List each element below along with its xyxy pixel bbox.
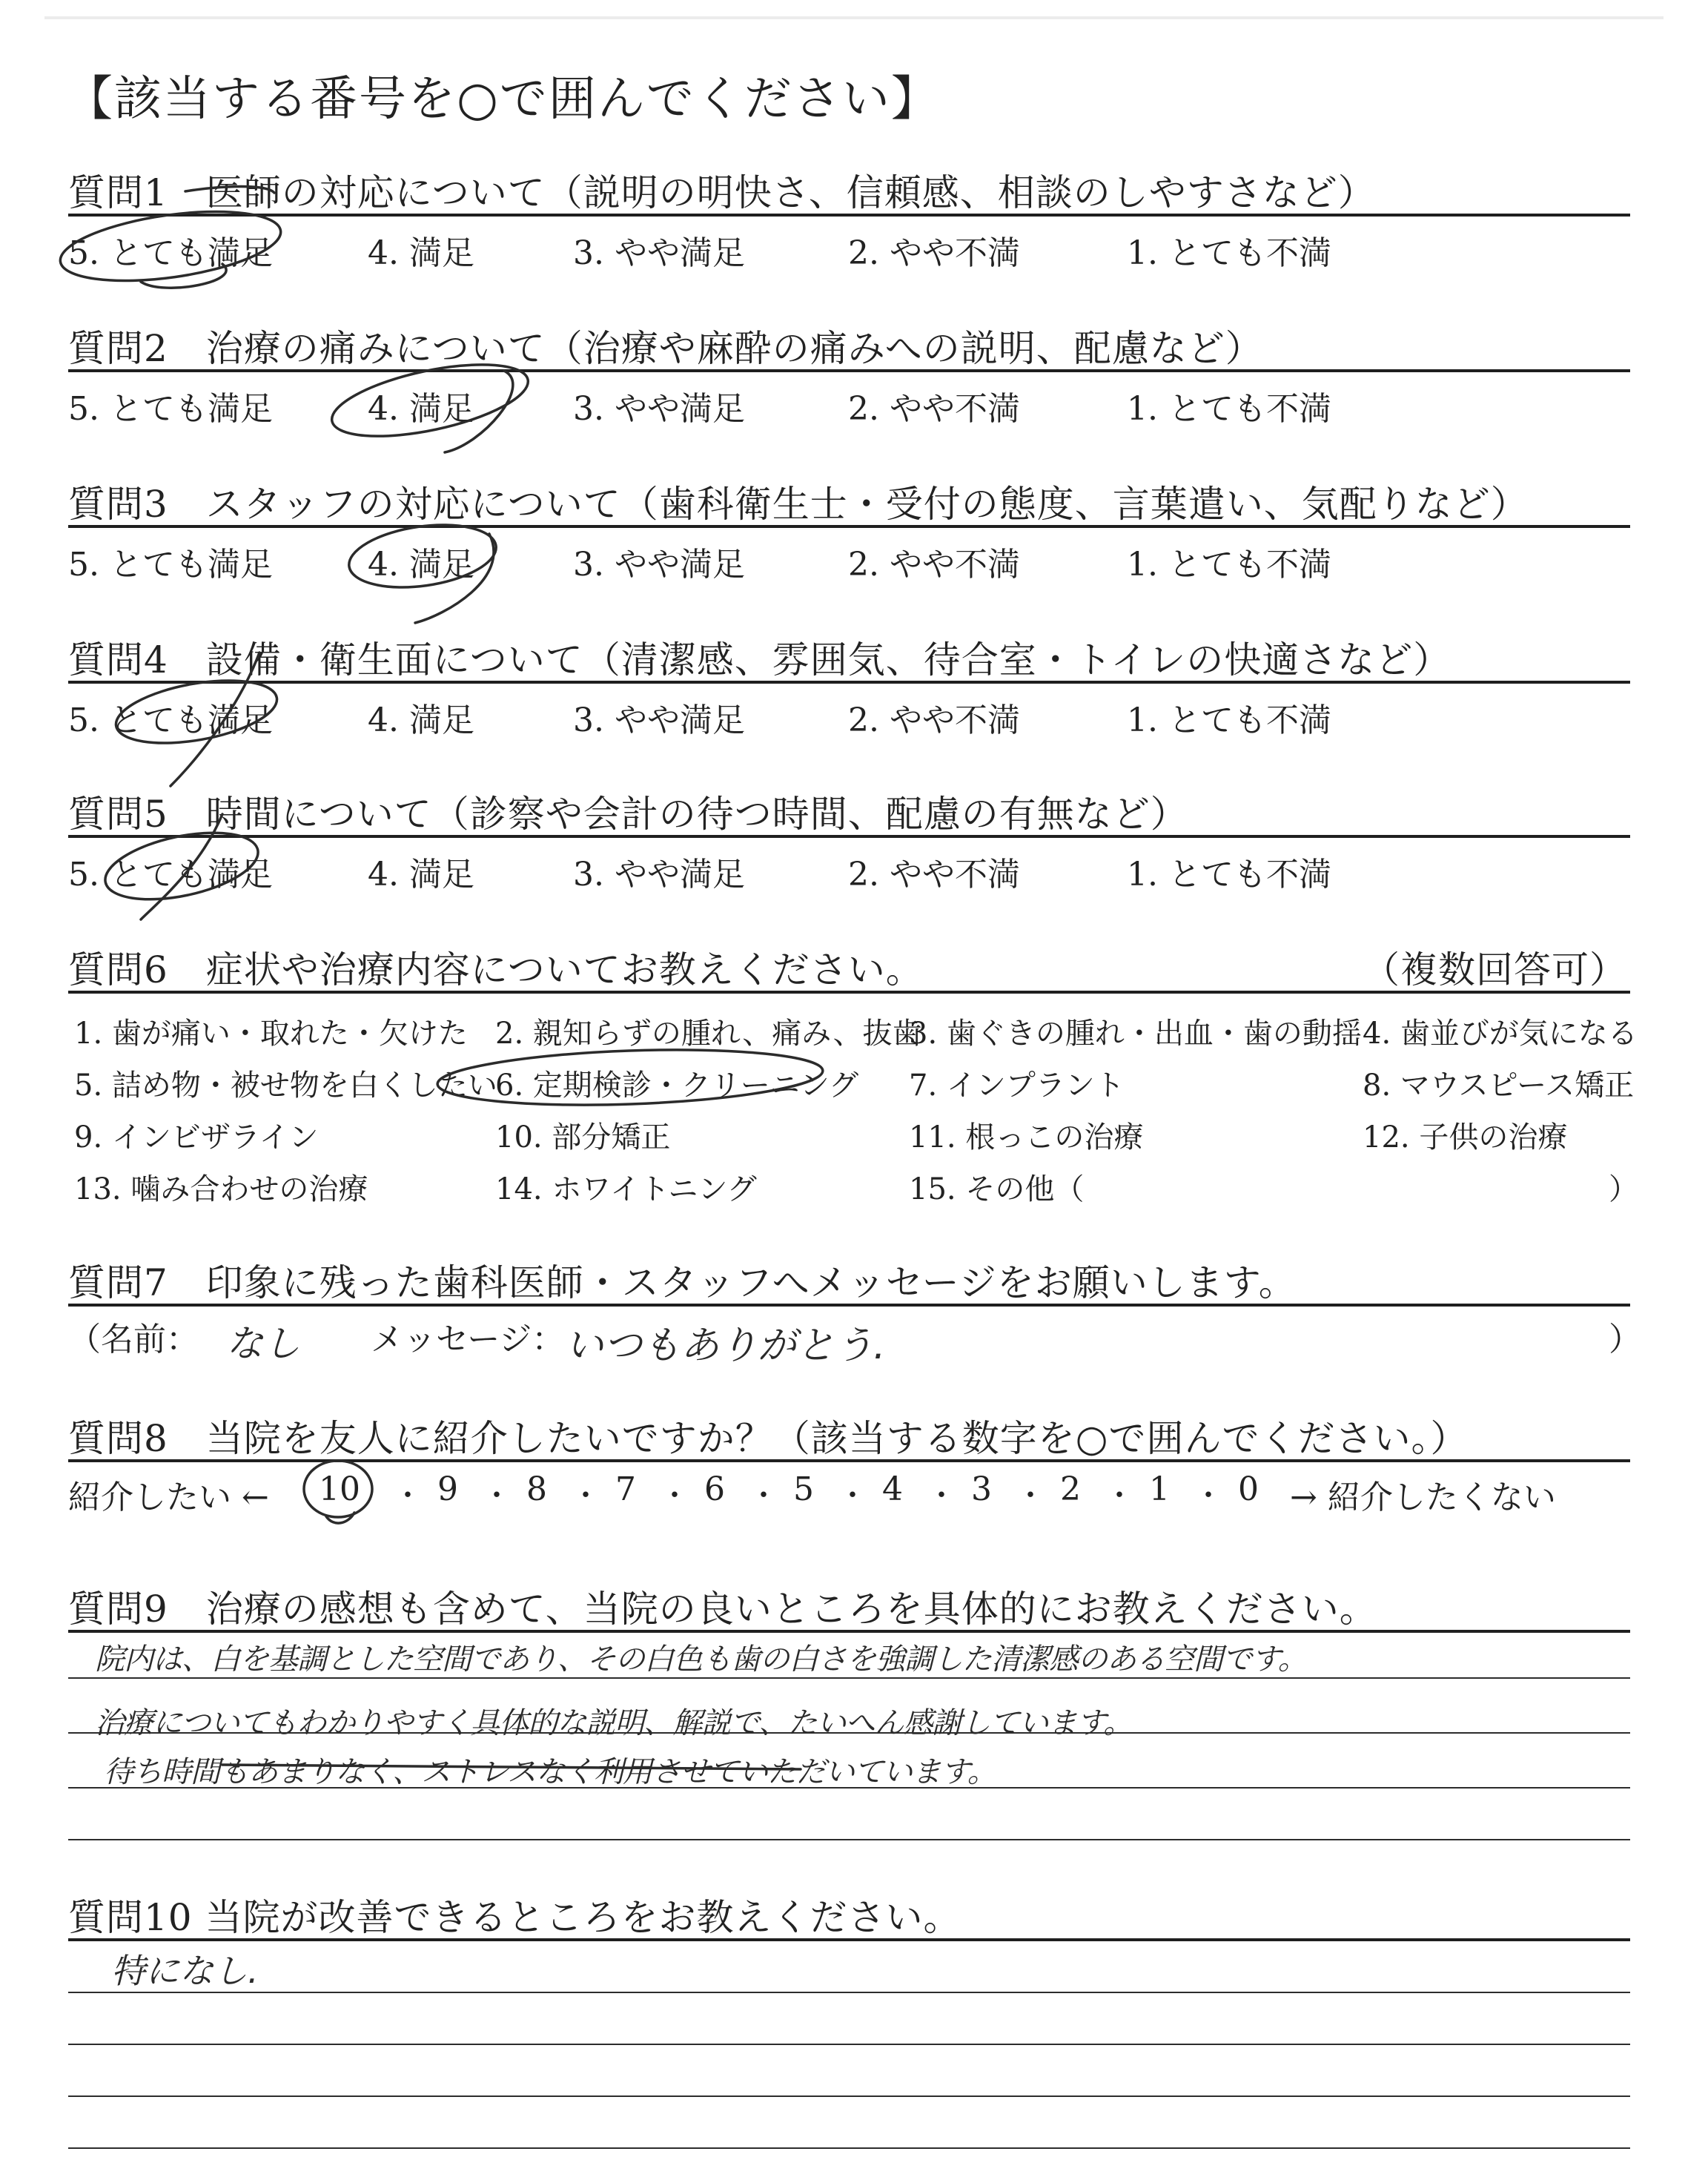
q8-separator: ・: [482, 1479, 512, 1513]
form-header: 【該当する番号を○で囲んでください】: [65, 72, 940, 127]
q2-title: 質問2 治療の痛みについて（治療や麻酔の痛みへの説明、配慮など）: [68, 327, 1263, 370]
q8-separator: ・: [838, 1479, 867, 1513]
q4-option-4[interactable]: 4. 満足: [368, 701, 474, 739]
q6-item-8[interactable]: 8. マウスピース矯正: [1363, 1069, 1635, 1103]
q3-option-1[interactable]: 1. とても不満: [1127, 546, 1331, 584]
q10-title: 質問10 当院が改善できるところをお教えください。: [68, 1896, 961, 1939]
q7-message-label: メッセージ：: [371, 1321, 565, 1358]
q4-option-1[interactable]: 1. とても不満: [1127, 701, 1331, 739]
q2-option-4[interactable]: 4. 満足: [368, 390, 474, 428]
q8-scale-7[interactable]: 7: [615, 1470, 636, 1508]
q6-item-3[interactable]: 3. 歯ぐきの腫れ・出血・歯の動揺: [909, 1017, 1362, 1051]
q8-rule: [68, 1459, 1630, 1462]
q2-option-1[interactable]: 1. とても不満: [1127, 390, 1331, 428]
q2-option-2[interactable]: 2. やや不満: [848, 390, 1020, 428]
q9-answer-line-2[interactable]: 治療についてもわかりやすく具体的な説明、解説で、たいへん感謝しています。: [95, 1706, 1133, 1740]
q5-option-5[interactable]: 5. とても満足: [68, 856, 273, 894]
q5-option-2[interactable]: 2. やや不満: [848, 856, 1020, 894]
q3-title: 質問3 スタッフの対応について（歯科衛生士・受付の態度、言葉遣い、気配りなど）: [68, 483, 1529, 526]
q7-name-value[interactable]: なし: [226, 1322, 300, 1365]
q6-item-14[interactable]: 14. ホワイトニング: [495, 1172, 757, 1206]
q4-option-3[interactable]: 3. やや満足: [573, 701, 745, 739]
q6-item-13[interactable]: 13. 噛み合わせの治療: [74, 1172, 368, 1206]
q3-option-2[interactable]: 2. やや不満: [848, 546, 1020, 584]
q8-scale-8[interactable]: 8: [526, 1470, 547, 1508]
q10-answer-line-1[interactable]: 特になし.: [111, 1951, 259, 1991]
q8-scale-10[interactable]: 10: [319, 1470, 360, 1508]
q4-rule: [68, 681, 1630, 684]
q8-separator: ・: [927, 1479, 956, 1513]
q6-item-1[interactable]: 1. 歯が痛い・取れた・欠けた: [74, 1017, 468, 1051]
q9-writing-line: [68, 1732, 1630, 1734]
q8-left-label: 紹介したい ←: [68, 1479, 269, 1516]
q1-option-1[interactable]: 1. とても不満: [1127, 234, 1331, 272]
q6-item-5[interactable]: 5. 詰め物・被せ物を白くしたい: [74, 1069, 497, 1103]
q1-option-5[interactable]: 5. とても満足: [68, 234, 273, 272]
q7-rule: [68, 1304, 1630, 1307]
q8-scale-9[interactable]: 9: [437, 1470, 458, 1508]
q4-option-2[interactable]: 2. やや不満: [848, 701, 1020, 739]
q8-separator: ・: [1105, 1479, 1134, 1513]
q8-right-label: → 紹介したくない: [1290, 1479, 1556, 1516]
q6-item-11[interactable]: 11. 根っこの治療: [909, 1120, 1144, 1155]
q9-writing-line: [68, 1677, 1630, 1679]
q10-writing-line: [68, 1992, 1630, 1993]
q2-rule: [68, 369, 1630, 372]
q6-item-7[interactable]: 7. インプラント: [909, 1069, 1125, 1103]
q6-item-9[interactable]: 9. インビザライン: [74, 1120, 319, 1155]
page-top-edge: [44, 16, 1664, 19]
q4-title: 質問4 設備・衛生面について（清潔感、雰囲気、待合室・トイレの快適さなど）: [68, 638, 1452, 681]
q1-option-2[interactable]: 2. やや不満: [848, 234, 1020, 272]
q6-rule: [68, 991, 1630, 994]
q6-other-close: ）: [1609, 1172, 1638, 1206]
q6-note: （複数回答可）: [1363, 948, 1627, 991]
q7-message-value[interactable]: いつもありがとう.: [565, 1324, 886, 1368]
q8-scale-5[interactable]: 5: [793, 1470, 814, 1508]
q3-option-5[interactable]: 5. とても満足: [68, 546, 273, 584]
q8-check-tail: [326, 1513, 354, 1523]
q9-answer-line-3[interactable]: 待ち時間もあまりなく、ストレスなく利用させていただいています。: [104, 1755, 996, 1789]
q3-rule: [68, 525, 1630, 528]
q8-scale-0[interactable]: 0: [1238, 1470, 1259, 1508]
q2-option-3[interactable]: 3. やや満足: [573, 390, 745, 428]
q5-rule: [68, 835, 1630, 838]
q4-option-5[interactable]: 5. とても満足: [68, 701, 273, 739]
q10-writing-line: [68, 2147, 1630, 2149]
q8-title: 質問8 当院を友人に紹介したいですか？（該当する数字を○で囲んでください。）: [68, 1417, 1469, 1460]
q8-scale-1[interactable]: 1: [1149, 1470, 1170, 1508]
q6-item-2[interactable]: 2. 親知らずの腫れ、痛み、抜歯: [495, 1017, 922, 1051]
q1-title: 質問1 医師の対応について（説明の明快さ、信頼感、相談のしやすさなど）: [68, 171, 1376, 214]
q8-scale-3[interactable]: 3: [971, 1470, 992, 1508]
q8-separator: ・: [1194, 1479, 1223, 1513]
q9-answer-line-1[interactable]: 院内は、白を基調とした空間であり、その白色も歯の白さを強調した清潔感のある空間です。: [95, 1642, 1307, 1677]
q8-separator: ・: [393, 1479, 423, 1513]
q8-scale-6[interactable]: 6: [704, 1470, 725, 1508]
q7-close: ）: [1609, 1321, 1641, 1358]
q9-writing-line: [68, 1787, 1630, 1789]
q10-writing-line: [68, 2044, 1630, 2045]
q10-writing-line: [68, 2095, 1630, 2097]
q7-name-label: （名前：: [68, 1321, 199, 1358]
q6-item-15[interactable]: 15. その他（: [909, 1172, 1085, 1206]
q5-option-3[interactable]: 3. やや満足: [573, 856, 745, 894]
q9-title: 質問9 治療の感想も含めて、当院の良いところを具体的にお教えください。: [68, 1588, 1377, 1631]
q1-option-3[interactable]: 3. やや満足: [573, 234, 745, 272]
q9-rule: [68, 1630, 1630, 1633]
q2-option-5[interactable]: 5. とても満足: [68, 390, 273, 428]
q8-separator: ・: [1016, 1479, 1045, 1513]
q3-option-3[interactable]: 3. やや満足: [573, 546, 745, 584]
q6-title: 質問6 症状や治療内容についてお教えください。: [68, 948, 924, 991]
q6-item-10[interactable]: 10. 部分矯正: [495, 1120, 671, 1155]
q8-scale-4[interactable]: 4: [882, 1470, 903, 1508]
q5-option-4[interactable]: 4. 満足: [368, 856, 474, 894]
q10-rule: [68, 1938, 1630, 1941]
q8-separator: ・: [571, 1479, 600, 1513]
q1-rule: [68, 214, 1630, 217]
q8-scale-2[interactable]: 2: [1060, 1470, 1081, 1508]
q8-separator: ・: [749, 1479, 778, 1513]
q6-item-6[interactable]: 6. 定期検診・クリーニング: [495, 1069, 859, 1103]
q7-title: 質問7 印象に残った歯科医師・スタッフへメッセージをお願いします。: [68, 1261, 1297, 1304]
q5-option-1[interactable]: 1. とても不満: [1127, 856, 1331, 894]
q5-title: 質問5 時間について（診察や会計の待つ時間、配慮の有無など）: [68, 793, 1188, 836]
q6-item-4[interactable]: 4. 歯並びが気になる: [1363, 1017, 1638, 1051]
q6-item-12[interactable]: 12. 子供の治療: [1363, 1120, 1568, 1155]
q8-separator: ・: [660, 1479, 689, 1513]
q3-option-4[interactable]: 4. 満足: [368, 546, 474, 584]
q9-writing-line: [68, 1839, 1630, 1840]
q1-option-4[interactable]: 4. 満足: [368, 234, 474, 272]
